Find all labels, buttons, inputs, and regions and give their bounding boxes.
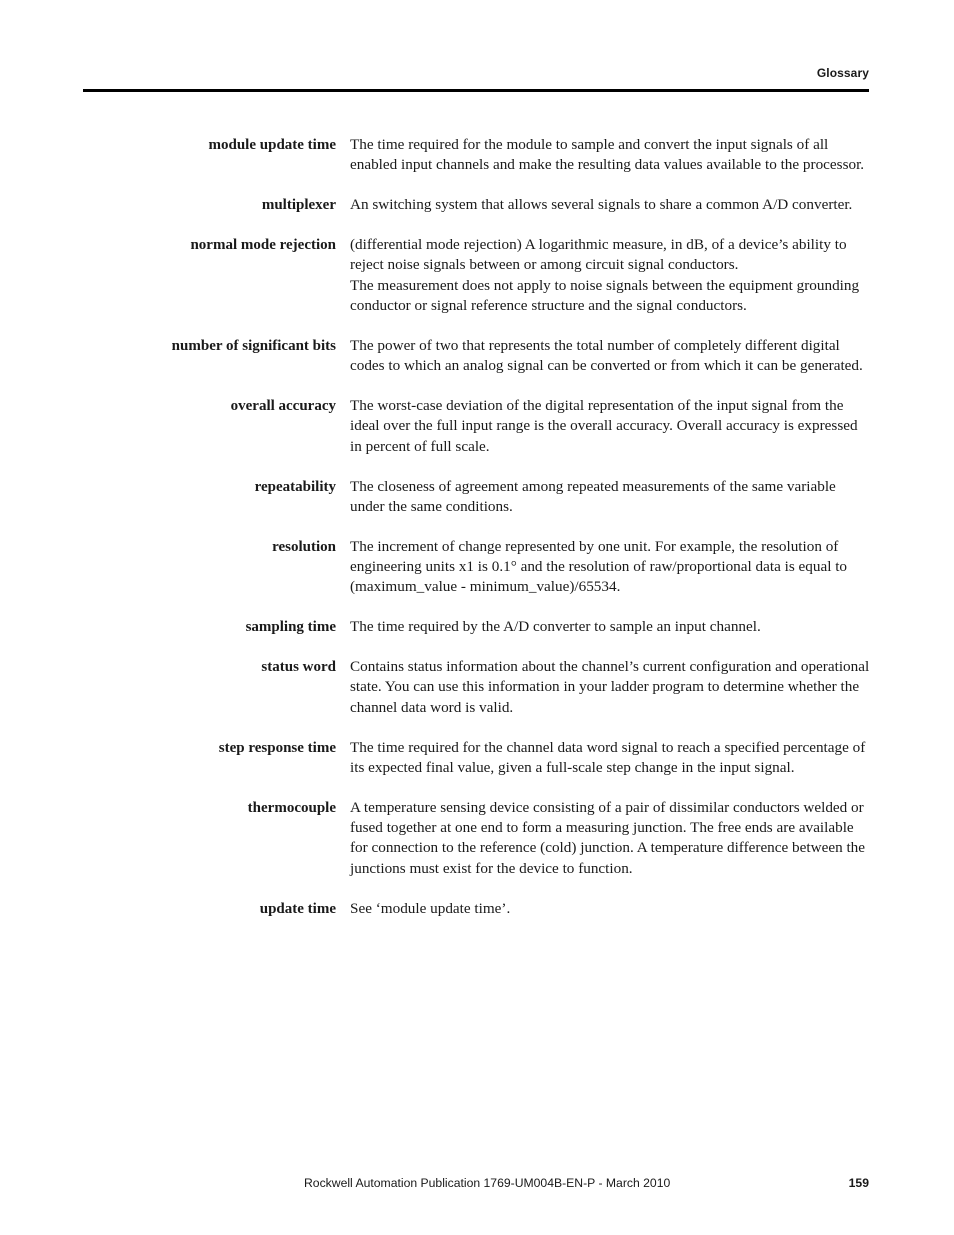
definition-paragraph: A temperature sensing device consisting of a pair of dissimilar conductors welded or fused together at one end to form a measuring junction. The free ends are available for connection to the reference (cold) junction. A temperature difference between the junctions must exist for the device to function. <box>350 798 866 877</box>
glossary-definition <box>350 396 870 457</box>
glossary-term: overall accuracy <box>230 398 336 415</box>
glossary-entry <box>0 195 954 215</box>
glossary-entry <box>0 657 954 718</box>
glossary-definition <box>350 135 870 176</box>
page-number: 159 <box>848 1176 869 1190</box>
glossary-definition <box>350 657 870 718</box>
definition-paragraph: An switching system that allows several signals to share a common A/D converter. <box>350 196 853 214</box>
definition-paragraph: See ‘module update time’. <box>350 899 511 917</box>
definition-paragraph: The time required for the module to sample and convert the input signals of all enabled input channels and make the resulting data values available to the processor. <box>350 136 865 174</box>
glossary-term: update time <box>259 900 336 917</box>
glossary-entry <box>0 899 954 919</box>
glossary-term: module update time <box>208 137 336 153</box>
glossary-definition <box>350 336 870 377</box>
glossary-term: normal mode rejection <box>190 237 336 254</box>
glossary-entry <box>0 396 954 457</box>
definition-paragraph: Contains status information about the channel’s current configuration and operational state. You can use this information in your ladder program to determine whether the channel data word is valid. <box>350 658 870 716</box>
glossary-term: step response time <box>218 739 336 756</box>
definition-paragraph: The time required by the A/D converter to sample an input channel. <box>350 618 761 636</box>
glossary-term: multiplexer <box>261 197 336 214</box>
glossary-list <box>0 135 954 938</box>
glossary-definition <box>350 798 870 879</box>
glossary-definition <box>350 537 870 598</box>
definition-paragraph: (differential mode rejection) A logarithmic measure, in dB, of a device’s ability to reject noise signals between or among circuit signal conductors. <box>350 236 847 274</box>
glossary-definition <box>350 899 870 919</box>
definition-paragraph: The time required for the channel data word signal to reach a specified percentage of its expected final value, given a full-scale step change in the input signal. <box>350 738 866 776</box>
glossary-term: number of significant bits <box>171 337 336 354</box>
header-rule <box>83 89 869 92</box>
glossary-definition <box>350 617 870 637</box>
glossary-definition <box>350 195 870 215</box>
glossary-term: repeatability <box>254 478 336 495</box>
glossary-term: resolution <box>272 538 336 555</box>
footer-publication: Rockwell Automation Publication 1769-UM004B-EN-P - March 2010 <box>304 1176 671 1190</box>
definition-paragraph: The measurement does not apply to noise signals between the equipment grounding conductor or signal reference structure and the signal conductors. <box>350 276 860 314</box>
glossary-definition <box>350 738 870 779</box>
glossary-term: status word <box>261 659 336 676</box>
glossary-entry <box>0 537 954 598</box>
glossary-entry <box>0 798 954 879</box>
glossary-definition <box>350 477 870 518</box>
glossary-entry <box>0 738 954 779</box>
glossary-term: sampling time <box>245 619 336 636</box>
glossary-entry <box>0 235 954 316</box>
section-title: Glossary <box>816 66 869 80</box>
glossary-entry <box>0 135 954 176</box>
definition-paragraph: The power of two that represents the total number of completely different digital codes to which an analog signal can be converted or from which it can be generated. <box>350 336 863 375</box>
definition-paragraph: The closeness of agreement among repeated measurements of the same variable under the same conditions. <box>350 477 836 515</box>
glossary-entry <box>0 336 954 377</box>
glossary-entry <box>0 477 954 518</box>
glossary-entry <box>0 617 954 637</box>
glossary-term: thermocouple <box>247 799 336 816</box>
definition-paragraph: The increment of change represented by one unit. For example, the resolution of engineering units x1 is 0.1° and the resolution of raw/proportional data is equal to (maximum_value - minimum_value)/65534. <box>350 537 848 596</box>
glossary-definition <box>350 235 870 316</box>
definition-paragraph: The worst-case deviation of the digital representation of the input signal from the ideal over the full input range is the overall accuracy. Overall accuracy is expressed in percent of full scale. <box>350 397 858 455</box>
